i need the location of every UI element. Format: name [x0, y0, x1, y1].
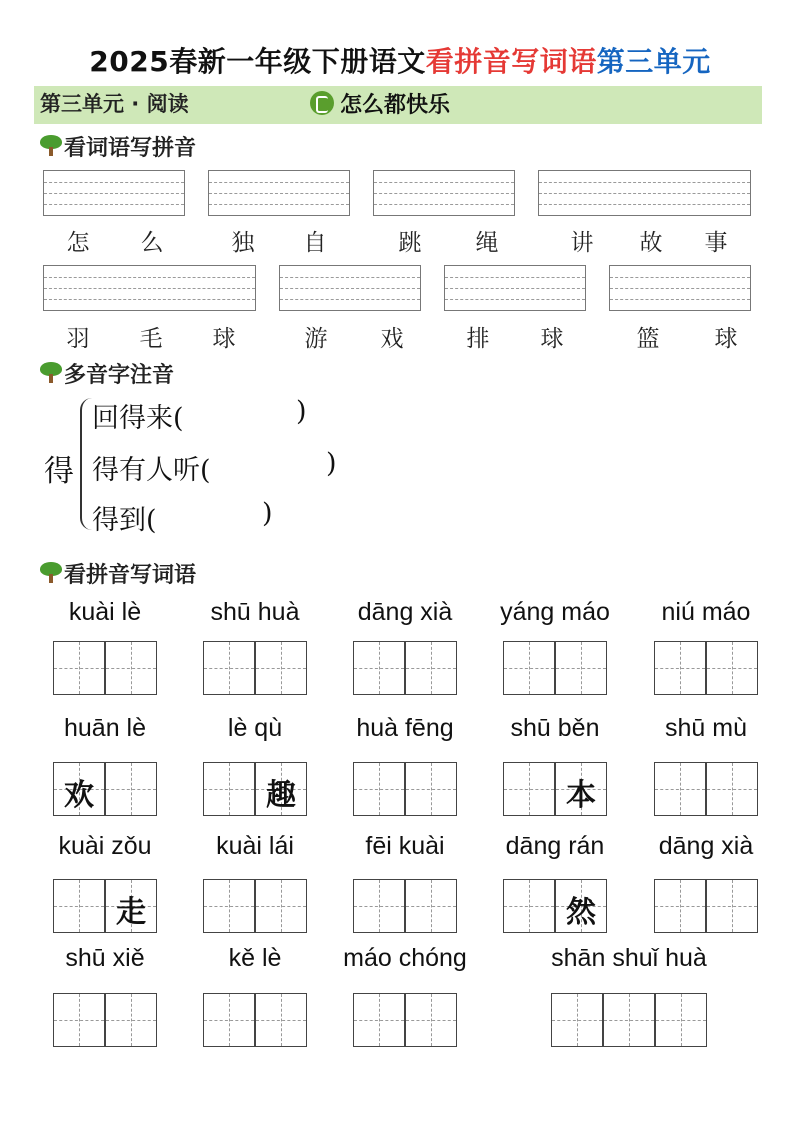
polyphone-item: 得有人听( [92, 455, 211, 486]
writing-cell[interactable] [353, 879, 405, 933]
cell-char: 欢 [64, 778, 94, 813]
writing-cell[interactable] [654, 762, 706, 816]
pinyin-write-box[interactable] [208, 170, 350, 216]
word-char: 怎 [66, 230, 90, 256]
writing-cell[interactable] [603, 993, 655, 1047]
writing-cell[interactable] [255, 879, 307, 933]
pinyin-label: shū mù [665, 714, 747, 742]
polyphone-item: 得到( [92, 505, 157, 536]
word-char: 事 [704, 230, 728, 256]
unit-label: 第三单元 · 阅读 [40, 92, 189, 116]
word-char: 戏 [380, 326, 404, 352]
close-paren: ) [296, 396, 307, 427]
writing-cell[interactable] [405, 879, 457, 933]
pinyin-write-box[interactable] [538, 170, 751, 216]
pinyin-label: dāng xià [357, 598, 453, 626]
writing-cell[interactable] [555, 641, 607, 695]
pinyin-write-box[interactable] [373, 170, 515, 216]
word-char: 游 [304, 326, 328, 352]
pinyin-label: shū xiě [65, 944, 145, 972]
pinyin-label: yáng máo [500, 598, 610, 626]
writing-cell[interactable] [255, 993, 307, 1047]
pinyin-label: dāng rán [505, 832, 605, 860]
pinyin-label: huà fēng [356, 714, 454, 742]
pinyin-label: huān lè [63, 714, 147, 742]
title-part-unit: 第三单元 [596, 45, 711, 78]
word-char: 毛 [139, 326, 163, 352]
tree-icon [38, 362, 64, 382]
pinyin-label: kuài zǒu [58, 832, 152, 860]
word-char: 故 [639, 230, 663, 256]
writing-cell[interactable] [53, 993, 105, 1047]
writing-cell[interactable] [353, 641, 405, 695]
writing-cell[interactable] [105, 879, 157, 933]
word-char: 篮 [636, 326, 660, 352]
cell-char: 趣 [266, 778, 296, 813]
writing-cell[interactable] [405, 762, 457, 816]
pinyin-label: lè qù [227, 714, 283, 742]
writing-cell[interactable] [655, 993, 707, 1047]
pinyin-write-box[interactable] [43, 170, 185, 216]
word-char: 么 [140, 230, 164, 256]
pinyin-label: kuài lái [216, 832, 294, 860]
writing-cell[interactable] [503, 879, 555, 933]
writing-cell[interactable] [203, 879, 255, 933]
writing-cell[interactable] [203, 993, 255, 1047]
pinyin-write-box[interactable] [279, 265, 421, 311]
pinyin-write-box[interactable] [444, 265, 586, 311]
writing-cell[interactable] [105, 641, 157, 695]
word-char: 跳 [398, 230, 422, 256]
writing-cell[interactable] [654, 879, 706, 933]
writing-cell[interactable] [706, 641, 758, 695]
writing-cell[interactable] [353, 762, 405, 816]
word-char: 讲 [570, 230, 594, 256]
writing-cell[interactable] [706, 879, 758, 933]
writing-cell[interactable] [706, 762, 758, 816]
polyphone-item: 回得来( [92, 403, 184, 434]
writing-cell[interactable] [405, 641, 457, 695]
writing-cell[interactable] [555, 879, 607, 933]
word-char: 绳 [475, 230, 499, 256]
writing-cell[interactable] [503, 762, 555, 816]
writing-cell[interactable] [53, 762, 105, 816]
pinyin-write-box[interactable] [609, 265, 751, 311]
page-title [0, 40, 800, 80]
polyphone-char: 得 [44, 454, 74, 489]
writing-cell[interactable] [105, 762, 157, 816]
writing-cell[interactable] [555, 762, 607, 816]
pinyin-label: shū běn [510, 714, 600, 742]
pinyin-label: shū huà [210, 598, 300, 626]
pinyin-label: kuài lè [68, 598, 142, 626]
cell-char: 然 [566, 895, 596, 930]
writing-cell[interactable] [654, 641, 706, 695]
brace [80, 398, 92, 530]
word-char: 自 [303, 230, 327, 256]
pinyin-label: fēi kuài [365, 832, 445, 860]
pinyin-label: kě lè [228, 944, 282, 972]
writing-cell[interactable] [53, 641, 105, 695]
section-label: 多音字注音 [64, 363, 175, 388]
word-char: 球 [212, 326, 236, 352]
close-paren: ) [262, 498, 273, 529]
tree-icon [38, 562, 64, 582]
lesson-title: 怎么都快乐 [340, 93, 451, 118]
lesson-badge-icon [310, 91, 334, 115]
word-char: 羽 [66, 326, 90, 352]
writing-cell[interactable] [353, 993, 405, 1047]
writing-cell[interactable] [503, 641, 555, 695]
writing-cell[interactable] [255, 641, 307, 695]
section-label: 看拼音写词语 [64, 563, 197, 588]
title-part-grade: 2025春新一年级下册语文 [89, 45, 426, 78]
close-paren: ) [326, 448, 337, 479]
writing-cell[interactable] [53, 879, 105, 933]
cell-char: 本 [566, 778, 596, 813]
pinyin-write-box[interactable] [43, 265, 256, 311]
writing-cell[interactable] [551, 993, 603, 1047]
writing-cell[interactable] [105, 993, 157, 1047]
word-char: 独 [231, 230, 255, 256]
writing-cell[interactable] [203, 641, 255, 695]
word-char: 球 [714, 326, 738, 352]
pinyin-label: shān shuǐ huà [551, 944, 707, 972]
word-char: 球 [540, 326, 564, 352]
pinyin-label: dāng xià [658, 832, 754, 860]
writing-cell[interactable] [203, 762, 255, 816]
writing-cell[interactable] [255, 762, 307, 816]
word-char: 排 [466, 326, 490, 352]
pinyin-label: máo chóng [343, 944, 467, 972]
cell-char: 走 [116, 895, 146, 930]
section-label: 看词语写拼音 [64, 136, 197, 161]
title-part-task: 看拼音写词语 [425, 45, 597, 78]
pinyin-label: niú máo [661, 598, 751, 626]
writing-cell[interactable] [405, 993, 457, 1047]
tree-icon [38, 135, 64, 155]
